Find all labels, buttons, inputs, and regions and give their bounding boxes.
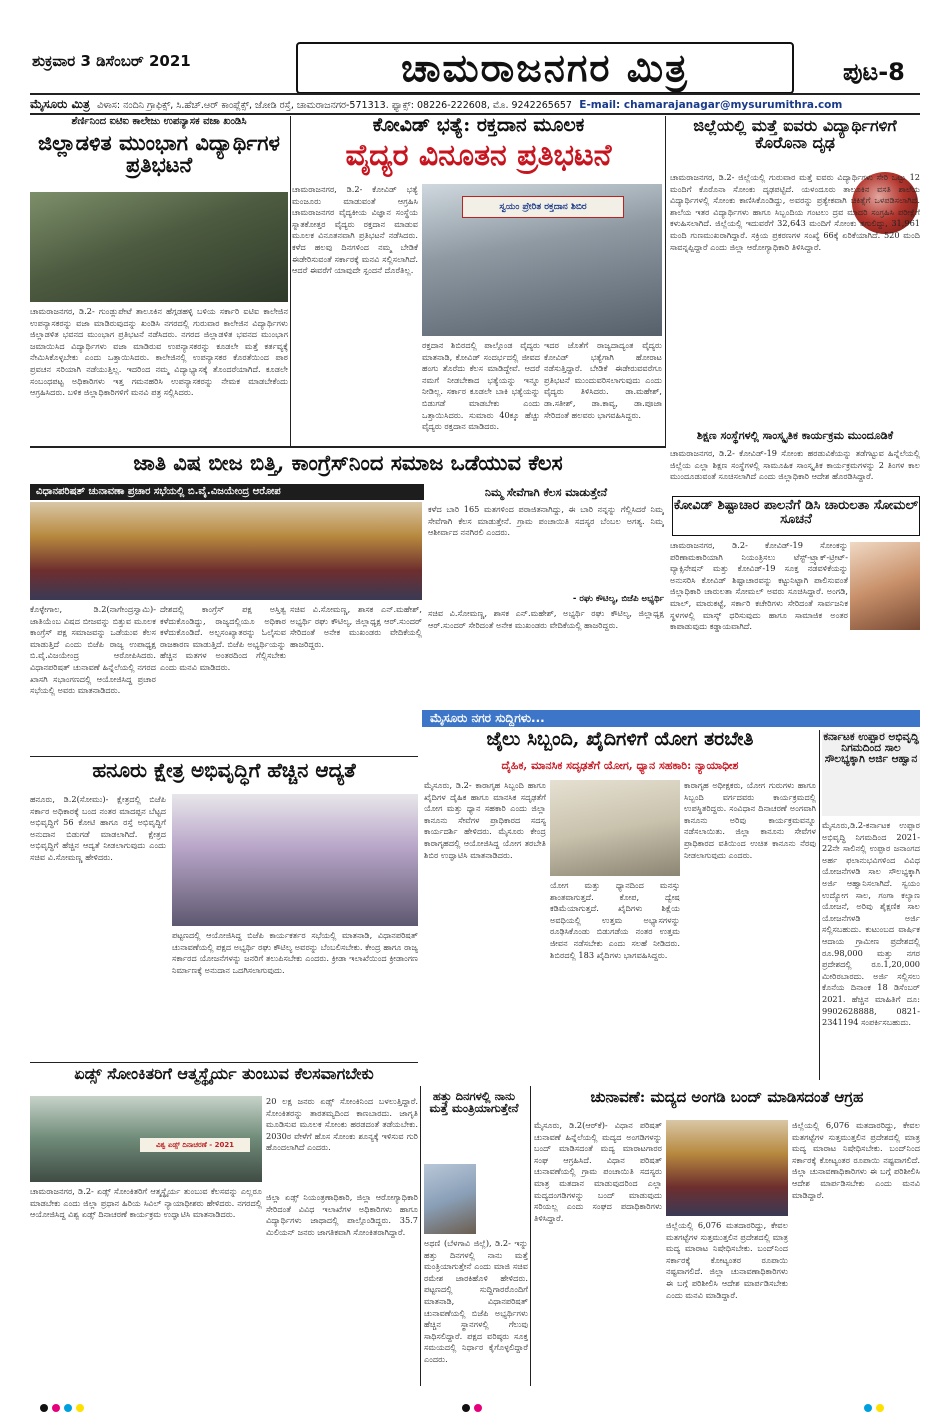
issue-date: ಶುಕ್ರವಾರ 3 ಡಿಸೆಂಬರ್ 2021: [32, 52, 191, 70]
caste-label-band: ವಿಧಾನಪರಿಷತ್ ಚುನಾವಣಾ ಪ್ರಚಾರ ಸಭೆಯಲ್ಲಿ ಬಿ.ವೈ.ವಿಜಯೇಂದ್ರ ಆರೋಪ: [30, 484, 424, 500]
mysuru-news-band: ಮೈಸೂರು ನಗರ ಸುದ್ದಿಗಳು...: [422, 710, 920, 727]
loan-headline: ಕರ್ನಾಟಕ ಉಪ್ಪಾರ ಅಭಿವೃದ್ಧಿ ನಿಗಮದಿಂದ ಸಾಲ ಸೌಲಭ್ಯಕ್ಕಾಗಿ ಅರ್ಜಿ ಆಹ್ವಾನ: [822, 732, 920, 816]
blood-donation-photo: [422, 184, 662, 336]
yoga-body1: ಮೈಸೂರು, ಡಿ.2- ಕಾರಾಗೃಹ ಸಿಬ್ಬಂದಿ ಹಾಗೂ ಖೈದಿಗಳ ದೈಹಿಕ ಹಾಗೂ ಮಾನಸಿಕ ಸದೃಢತೆಗೆ ಯೋಗ ಮತ್ತು ಧ್ಯಾನ ಸಹಕಾರಿ ಎಂದು ಜಿಲ್ಲಾ ಕಾನೂನು ಸೇವೆಗಳ ಪ್ರಾಧಿಕಾರದ ಸದಸ್ಯ ಕಾರ್ಯದರ್ಶಿ ಹೇಳಿದರು. ಮೈಸೂರು ಕೇಂದ್ರ ಕಾರಾಗೃಹದಲ್ಲಿ ಆಯೋಜಿಸಿದ್ದ ಯೋಗ ತರಬೇತಿ ಶಿಬಿರ ಉದ್ಘಾಟಿಸಿ ಮಾತನಾಡಿದರು.: [424, 780, 546, 860]
students-protest-photo: [30, 192, 288, 302]
caste-body-continued: ಸಚಿವ ವಿ.ಸೋಮಣ್ಣ, ಶಾಸಕ ಎನ್.ಮಹೇಶ್, ಅಭ್ಯರ್ಥಿ ರಘು ಕೌಟಿಲ್ಯ, ಜಿಲ್ಲಾಧ್ಯಕ್ಷ ಆರ್.ಸುಂದರ್ ಸೇರಿದಂತೆ ಅನೇಕ ಮುಖಂಡರು ವೇದಿಕೆಯಲ್ಲಿ ಹಾಜರಿದ್ದರು.: [428, 608, 664, 630]
liquor-shop-photo: [666, 1120, 788, 1216]
email-link[interactable]: E-mail: chamarajanagar@mysurumithra.com: [579, 99, 843, 111]
aids-body1: ಚಾಮರಾಜನಗರ, ಡಿ.2- ಏಡ್ಸ್ ಸೋಂಕಿತರಿಗೆ ಆತ್ಮಸ್ಥೈರ್ಯ ತುಂಬುವ ಕೆಲಸವನ್ನು ಎಲ್ಲರೂ ಮಾಡಬೇಕು ಎಂದು ಜಿಲ್ಲಾ ಪ್ರಧಾನ ಹಿರಿಯ ಸಿವಿಲ್ ನ್ಯಾಯಾಧೀಶರು ಹೇಳಿದರು. ನಗರದಲ್ಲಿ ಆಯೋಜಿಸಿದ್ದ ವಿಶ್ವ ಏಡ್ಸ್ ದಿನಾಚರಣೆ ಕಾರ್ಯಕ್ರಮ ಉದ್ಘಾಟಿಸಿ ಮಾತನಾಡಿದರು.: [30, 1186, 262, 1220]
liquor-body-continued: ಜಿಲ್ಲೆಯಲ್ಲಿ 6,076 ಮತದಾರರಿದ್ದು, ಕೇವಲ ಮತಗಟ್ಟೆಗಳ ಸುತ್ತಮುತ್ತಲಿನ ಪ್ರದೇಶದಲ್ಲಿ ಮಾತ್ರ ಮದ್ಯ ಮಾರಾಟ ನಿಷೇಧಿಸಬೇಕು. ಬಂದ್‌ನಿಂದ ಸರ್ಕಾರಕ್ಕೆ ಕೋಟ್ಯಂತರ ರೂಪಾಯಿ ನಷ್ಟವಾಗಲಿದೆ. ಜಿಲ್ಲಾ ಚುನಾವಣಾಧಿಕಾರಿಗಳು ಈ ಬಗ್ಗೆ ಪರಿಶೀಲಿಸಿ ಆದೇಶ ಮಾರ್ಪಡಿಸಬೇಕು ಎಂದು ಮನವಿ ಮಾಡಿದ್ದಾರೆ.: [666, 1220, 788, 1300]
liquor-body2: ಜಿಲ್ಲೆಯಲ್ಲಿ 6,076 ಮತದಾರರಿದ್ದು, ಕೇವಲ ಮತಗಟ್ಟೆಗಳ ಸುತ್ತಮುತ್ತಲಿನ ಪ್ರದೇಶದಲ್ಲಿ ಮಾತ್ರ ಮದ್ಯ ಮಾರಾಟ ನಿಷೇಧಿಸಬೇಕು. ಬಂದ್‌ನಿಂದ ಸರ್ಕಾರಕ್ಕೆ ಕೋಟ್ಯಂತರ ರೂಪಾಯಿ ನಷ್ಟವಾಗಲಿದೆ. ಜಿಲ್ಲಾ ಚುನಾವಣಾಧಿಕಾರಿಗಳು ಈ ಬಗ್ಗೆ ಪರಿಶೀಲಿಸಿ ಆದೇಶ ಮಾರ್ಪಡಿಸಬೇಕು ಎಂದು ಮನವಿ ಮಾಡಿದ್ದಾರೆ.: [792, 1120, 920, 1200]
caste-body1: ಕೊಳ್ಳೇಗಾಲ, ಡಿ.2(ನಾಗೇಂದ್ರಸ್ವಾಮಿ)- ಜಾತಿಯೆಂಬ ವಿಷದ ಬೀಜವನ್ನು ಬಿತ್ತುವ ಮೂಲಕ ಕಾಂಗ್ರೆಸ್ ಪಕ್ಷ ಸಮಾಜವನ್ನು ಒಡೆಯುವ ಕೆಲಸ ಮಾಡುತ್ತಿದೆ ಎಂದು ಬಿಜೆಪಿ ರಾಜ್ಯ ಉಪಾಧ್ಯಕ್ಷ ಬಿ.ವೈ.ವಿಜಯೇಂದ್ರ ಆರೋಪಿಸಿದರು. ವಿಧಾನಪರಿಷತ್ ಚುನಾವಣೆ ಹಿನ್ನೆಲೆಯಲ್ಲಿ ನಗರದ ಖಾಸಗಿ ಸಭಾಂಗಣದಲ್ಲಿ ಆಯೋಜಿಸಿದ್ದ ಪ್ರಚಾರ ಸಭೆಯಲ್ಲಿ ಅವರು ಮಾತನಾಡಿದರು.: [30, 604, 156, 696]
minister-portrait-photo: [424, 1164, 476, 1234]
quote-title: ನಿಮ್ಮ ಸೇವೆಗಾಗಿ ಕೆಲಸ ಮಾಡುತ್ತೇನೆ: [484, 486, 608, 499]
publisher-address: ವಿಳಾಸ: ನಂದಿನಿ ಗ್ರಾಫಿಕ್ಸ್, ಸಿ.ಹೆಚ್.ಆರ್ ಕಾಂಪ್ಲೆಕ್ಸ್, ಜೋಡಿ ರಸ್ತೆ, ಚಾಮರಾಜನಗರ-571313. ಫ್ಯಾಕ್ಸ್: 08226-222608, ಮೊ. 9242265657: [97, 100, 572, 111]
registration-mark: [40, 1404, 48, 1412]
registration-mark: [474, 1404, 482, 1412]
covid-doctors-headline1: ಕೋವಿಡ್ ಭತ್ಯೆ: ರಕ್ತದಾನ ಮೂಲಕ: [372, 116, 585, 136]
publisher-name: ಮೈಸೂರು ಮಿತ್ರ: [30, 97, 90, 111]
yoga-subhead: ದೈಹಿಕ, ಮಾನಸಿಕ ಸದೃಢತೆಗೆ ಯೋಗ, ಧ್ಯಾನ ಸಹಕಾರಿ: ನ್ಯಾಯಾಧೀಶ: [501, 760, 739, 772]
corona-body: ಚಾಮರಾಜನಗರ, ಡಿ.2- ಜಿಲ್ಲೆಯಲ್ಲಿ ಗುರುವಾರ ಮತ್ತೆ ಐವರು ವಿದ್ಯಾರ್ಥಿಗಳು ಸೇರಿ ಒಟ್ಟು 12 ಮಂದಿಗೆ ಕೊರೊನಾ ಸೋಂಕು ದೃಢಪಟ್ಟಿದೆ. ಯಳಂದೂರು ತಾಲೂಕಿನ ವಸತಿ ಶಾಲೆಯ ವಿದ್ಯಾರ್ಥಿಗಳಲ್ಲಿ ಸೋಂಕು ಕಾಣಿಸಿಕೊಂಡಿದ್ದು, ಅವರನ್ನು ಪ್ರತ್ಯೇಕವಾಗಿ ಚಿಕಿತ್ಸೆಗೆ ಒಳಪಡಿಸಲಾಗಿದೆ. ಶಾಲೆಯ ಇತರ ವಿದ್ಯಾರ್ಥಿಗಳು ಹಾಗೂ ಸಿಬ್ಬಂದಿಯ ಗಂಟಲು ದ್ರವ ಮಾದರಿ ಸಂಗ್ರಹಿಸಿ ಪರೀಕ್ಷೆಗೆ ಕಳುಹಿಸಲಾಗಿದೆ. ಜಿಲ್ಲೆಯಲ್ಲಿ ಇದುವರೆಗೆ 32,643 ಮಂದಿಗೆ ಸೋಂಕು ತಗುಲಿದ್ದು, 31,961 ಮಂದಿ ಗುಣಮುಖರಾಗಿದ್ದಾರೆ. ಸಕ್ರಿಯ ಪ್ರಕರಣಗಳ ಸಂಖ್ಯೆ 66ಕ್ಕೆ ಏರಿಕೆಯಾಗಿದೆ. 520 ಮಂದಿ ಸಾವನ್ನಪ್ಪಿದ್ದಾರೆ ಎಂದು ಜಿಲ್ಲಾ ಆರೋಗ್ಯಾಧಿಕಾರಿ ತಿಳಿಸಿದ್ದಾರೆ.: [670, 172, 920, 252]
students-body: ಚಾಮರಾಜನಗರ, ಡಿ.2- ಗುಂಡ್ಲುಪೇಟೆ ತಾಲೂಕಿನ ಹೆಗ್ಗಡಹಳ್ಳಿ ಬಳಿಯ ಸರ್ಕಾರಿ ಐಟಿಐ ಕಾಲೇಜಿನ ಉಪನ್ಯಾಸಕರನ್ನು ವಜಾ ಮಾಡಿರುವುದನ್ನು ಖಂಡಿಸಿ ನಗರದಲ್ಲಿ ಗುರುವಾರ ಕಾಲೇಜಿನ ವಿದ್ಯಾರ್ಥಿಗಳು ಜಿಲ್ಲಾಡಳಿತ ಭವನದ ಮುಂಭಾಗ ಪ್ರತಿಭಟನೆ ನಡೆಸಿದರು. ನಗರದ ಜಿಲ್ಲಾಡಳಿತ ಭವನದ ಮುಂಭಾಗ ಜಮಾಯಿಸಿದ ವಿದ್ಯಾರ್ಥಿಗಳು ವಜಾ ಮಾಡಿರುವ ಉಪನ್ಯಾಸಕರನ್ನು ಕೂಡಲೇ ಮತ್ತೆ ಕರ್ತವ್ಯಕ್ಕೆ ನೇಮಿಸಿಕೊಳ್ಳಬೇಕು ಎಂದು ಒತ್ತಾಯಿಸಿದರು. ಕಾಲೇಜಿನಲ್ಲಿ ಉಪನ್ಯಾಸಕರ ಕೊರತೆಯಿಂದ ಪಾಠ ಪ್ರವಚನ ಸರಿಯಾಗಿ ನಡೆಯುತ್ತಿಲ್ಲ. ಇದರಿಂದ ನಮ್ಮ ವಿದ್ಯಾಭ್ಯಾಸಕ್ಕೆ ತೊಂದರೆಯಾಗಿದೆ. ಕೂಡಲೇ ಸಂಬಂಧಪಟ್ಟ ಅಧಿಕಾರಿಗಳು ಇತ್ತ ಗಮನಹರಿಸಿ ಉಪನ್ಯಾಸಕರನ್ನು ನೇಮಕ ಮಾಡಬೇಕೆಂದು ಆಗ್ರಹಿಸಿದರು. ಬಳಿಕ ಜಿಲ್ಲಾಧಿಕಾರಿಗಳಿಗೆ ಮನವಿ ಪತ್ರ ಸಲ್ಲಿಸಿದರು.: [30, 306, 288, 398]
minister-headline: ಹತ್ತು ದಿನಗಳಲ್ಲಿ ನಾನು ಮತ್ತೆ ಮಂತ್ರಿಯಾಗುತ್ತೇನೆ: [429, 1090, 519, 1116]
students-kicker: ಶೆರ್ಣಿನಿಂದ ಐಟಿಐ ಕಾಲೇಜು ಉಪನ್ಯಾಸಕ ವಜಾ ಖಂಡಿಸಿ: [71, 116, 247, 127]
loan-body: ಮೈಸೂರು,ಡಿ.2-ಕರ್ನಾಟಕ ಉಪ್ಪಾರ ಅಭಿವೃದ್ಧಿ ನಿಗಮದಿಂದ 2021-22ನೇ ಸಾಲಿನಲ್ಲಿ ಉಪ್ಪಾರ ಜನಾಂಗದ ಅರ್ಹ ಫಲಾನುಭವಿಗಳಿಂದ ವಿವಿಧ ಯೋಜನೆಗಳಡಿ ಸಾಲ ಸೌಲಭ್ಯಕ್ಕಾಗಿ ಅರ್ಜಿ ಆಹ್ವಾನಿಸಲಾಗಿದೆ. ಸ್ವಯಂ ಉದ್ಯೋಗ ಸಾಲ, ಗಂಗಾ ಕಲ್ಯಾಣ ಯೋಜನೆ, ಅರಿವು ಶೈಕ್ಷಣಿಕ ಸಾಲ ಯೋಜನೆಗಳಡಿ ಅರ್ಜಿ ಸಲ್ಲಿಸಬಹುದು. ಕುಟುಂಬದ ವಾರ್ಷಿಕ ಆದಾಯ ಗ್ರಾಮೀಣ ಪ್ರದೇಶದಲ್ಲಿ ರೂ.98,000 ಮತ್ತು ನಗರ ಪ್ರದೇಶದಲ್ಲಿ ರೂ.1,20,000 ಮೀರಿರಬಾರದು. ಅರ್ಜಿ ಸಲ್ಲಿಸಲು ಕೊನೆಯ ದಿನಾಂಕ 18 ಡಿಸೆಂಬರ್ 2021. ಹೆಚ್ಚಿನ ಮಾಹಿತಿಗೆ ದೂ: 9902628888, 0821-2341194 ಸಂಪರ್ಕಿಸಬಹುದು.: [822, 820, 920, 1028]
aids-headline: ಏಡ್ಸ್ ಸೋಂಕಿತರಿಗೆ ಆತ್ಮಸ್ಥೈರ್ಯ ತುಂಬುವ ಕೆಲಸವಾಗಬೇಕು: [74, 1066, 374, 1083]
yoga-class-photo: [550, 780, 680, 876]
students-headline: ಜಿಲ್ಲಾಡಳಿತ ಮುಂಭಾಗ ವಿದ್ಯಾರ್ಥಿಗಳ ಪ್ರತಿಭಟನೆ: [38, 132, 280, 178]
page-number: ಪುಟ-8: [843, 58, 905, 86]
covid-doctors-body1: ಚಾಮರಾಜನಗರ, ಡಿ.2- ಕೋವಿಡ್ ಭತ್ಯೆ ಮಂಜೂರು ಮಾಡುವಂತೆ ಆಗ್ರಹಿಸಿ ಚಾಮರಾಜನಗರ ವೈದ್ಯಕೀಯ ವಿಜ್ಞಾನ ಸಂಸ್ಥೆಯ ಸ್ನಾತಕೋತ್ತರ ವೈದ್ಯರು ರಕ್ತದಾನ ಮಾಡುವ ಮೂಲಕ ವಿನೂತನವಾಗಿ ಪ್ರತಿಭಟನೆ ನಡೆಸಿದರು. ಕಳೆದ ಹಲವು ದಿನಗಳಿಂದ ನಮ್ಮ ಬೇಡಿಕೆ ಈಡೇರಿಸುವಂತೆ ಸರ್ಕಾರಕ್ಕೆ ಮನವಿ ಸಲ್ಲಿಸಲಾಗಿದೆ. ಆದರೆ ಈವರೆಗೆ ಯಾವುದೇ ಸ್ಪಂದನೆ ದೊರೆತಿಲ್ಲ.: [292, 184, 418, 276]
yoga-headline: ಜೈಲು ಸಿಬ್ಬಂದಿ, ಖೈದಿಗಳಿಗೆ ಯೋಗ ತರಬೇತಿ: [486, 730, 754, 750]
registration-mark: [462, 1404, 470, 1412]
aids-banner: ವಿಶ್ವ ಏಡ್ಸ್ ದಿನಾಚರಣೆ - 2021: [140, 1138, 250, 1152]
caste-body2: ದೇಶದಲ್ಲಿ ಕಾಂಗ್ರೆಸ್ ಪಕ್ಷ ಅಸ್ತಿತ್ವ ಕಳೆದುಕೊಂಡಿದ್ದು, ರಾಜ್ಯದಲ್ಲಿಯೂ ಅಧಿಕಾರ ಕಳೆದುಕೊಂಡಿದೆ. ಅಲ್ಪಸಂಖ್ಯಾತರನ್ನು ಓಲೈಸುವ ರಾಜಕಾರಣ ಮಾಡುತ್ತಿದೆ. ಬಿಜೆಪಿ ಅಭ್ಯರ್ಥಿಯನ್ನು ಹೆಚ್ಚಿನ ಮತಗಳ ಅಂತರದಿಂದ ಗೆಲ್ಲಿಸಬೇಕು ಎಂದು ಮನವಿ ಮಾಡಿದರು.: [160, 604, 286, 672]
liquor-headline: ಚುನಾವಣೆ: ಮದ್ಯದ ಅಂಗಡಿ ಬಂದ್ ಮಾಡಿಸದಂತೆ ಆಗ್ರಹ: [590, 1090, 864, 1106]
quote-body: ಕಳೆದ ಬಾರಿ 165 ಮತಗಳಿಂದ ಪರಾಜಿತನಾಗಿದ್ದು, ಈ ಬಾರಿ ನನ್ನನ್ನು ಗೆಲ್ಲಿಸಿದರೆ ನಿಮ್ಮ ಸೇವೆಗಾಗಿ ಕೆಲಸ ಮಾಡುತ್ತೇನೆ. ಗ್ರಾಮ ಪಂಚಾಯಿತಿ ಸದಸ್ಯರ ಬೆಂಬಲ ಅಗತ್ಯ. ನಿಮ್ಮ ಆಶೀರ್ವಾದ ನನಗಿರಲಿ ಎಂದರು.: [428, 504, 664, 538]
hanur-headline: ಹನೂರು ಕ್ಷೇತ್ರ ಅಭಿವೃದ್ಧಿಗೆ ಹೆಚ್ಚಿನ ಆದ್ಯತೆ: [92, 760, 356, 782]
blood-donation-banner: ಸ್ವಯಂ ಪ್ರೇರಿತ ರಕ್ತದಾನ ಶಿಬಿರ: [462, 196, 624, 218]
liquor-body1: ಮೈಸೂರು, ಡಿ.2(ಆರ್‌ಕೆ)- ವಿಧಾನ ಪರಿಷತ್ ಚುನಾವಣೆ ಹಿನ್ನೆಲೆಯಲ್ಲಿ ಮದ್ಯದ ಅಂಗಡಿಗಳನ್ನು ಬಂದ್ ಮಾಡಿಸದಂತೆ ಮದ್ಯ ಮಾರಾಟಗಾರರ ಸಂಘ ಆಗ್ರಹಿಸಿದೆ. ವಿಧಾನ ಪರಿಷತ್ ಚುನಾವಣೆಯಲ್ಲಿ ಗ್ರಾಮ ಪಂಚಾಯಿತಿ ಸದಸ್ಯರು ಮಾತ್ರ ಮತದಾನ ಮಾಡುವುದರಿಂದ ಎಲ್ಲಾ ಮದ್ಯದಂಗಡಿಗಳನ್ನು ಬಂದ್ ಮಾಡುವುದು ಸರಿಯಲ್ಲ ಎಂದು ಸಂಘದ ಪದಾಧಿಕಾರಿಗಳು ತಿಳಿಸಿದ್ದಾರೆ.: [534, 1120, 662, 1223]
hanur-body2: ಪಟ್ಟಣದಲ್ಲಿ ಆಯೋಜಿಸಿದ್ದ ಬಿಜೆಪಿ ಕಾರ್ಯಕರ್ತರ ಸಭೆಯಲ್ಲಿ ಮಾತನಾಡಿ, ವಿಧಾನಪರಿಷತ್ ಚುನಾವಣೆಯಲ್ಲಿ ಪಕ್ಷದ ಅಭ್ಯರ್ಥಿ ರಘು ಕೌಟಿಲ್ಯ ಅವರನ್ನು ಬೆಂಬಲಿಸಬೇಕು. ಕೇಂದ್ರ ಹಾಗೂ ರಾಜ್ಯ ಸರ್ಕಾರದ ಯೋಜನೆಗಳನ್ನು ಜನರಿಗೆ ತಲುಪಿಸಬೇಕು ಎಂದರು. ಕ್ರೀಡಾ ಇಲಾಖೆಯಿಂದ ಕ್ರೀಡಾಂಗಣ ನಿರ್ಮಾಣಕ್ಕೆ ಅನುದಾನ ಒದಗಿಸಲಾಗುವುದು.: [172, 930, 418, 975]
caste-headline: ಜಾತಿ ವಿಷ ಬೀಜ ಬಿತ್ತಿ, ಕಾಂಗ್ರೆಸ್‌ನಿಂದ ಸಮಾಜ ಒಡೆಯುವ ಕೆಲಸ: [133, 452, 563, 475]
education-body: ಚಾಮರಾಜನಗರ, ಡಿ.2- ಕೋವಿಡ್-19 ಸೋಂಕು ಹರಡುವಿಕೆಯನ್ನು ತಡೆಗಟ್ಟುವ ಹಿನ್ನೆಲೆಯಲ್ಲಿ ಜಿಲ್ಲೆಯ ಎಲ್ಲಾ ಶಿಕ್ಷಣ ಸಂಸ್ಥೆಗಳಲ್ಲಿ ಸಾಮೂಹಿಕ ಸಾಂಸ್ಕೃತಿಕ ಕಾರ್ಯಕ್ರಮಗಳನ್ನು 2 ತಿಂಗಳ ಕಾಲ ಮುಂದೂಡುವಂತೆ ಸೂಚಿಸಲಾಗಿದೆ ಎಂದು ಜಿಲ್ಲಾಧಿಕಾರಿ ಆದೇಶ ಹೊರಡಿಸಿದ್ದಾರೆ.: [670, 448, 920, 482]
hanur-meeting-photo: [172, 794, 418, 926]
campaign-rally-photo: [30, 502, 422, 600]
minister-body: ಅಥಣಿ (ಬೆಳಗಾವಿ ಜಿಲ್ಲೆ), ಡಿ.2- ಇನ್ನು ಹತ್ತು ದಿನಗಳಲ್ಲಿ ನಾನು ಮತ್ತೆ ಮಂತ್ರಿಯಾಗುತ್ತೇನೆ ಎಂದು ಮಾಜಿ ಸಚಿವ ರಮೇಶ ಜಾರಕಿಹೊಳಿ ಹೇಳಿದರು. ಪಟ್ಟಣದಲ್ಲಿ ಸುದ್ದಿಗಾರರೊಂದಿಗೆ ಮಾತನಾಡಿ, ವಿಧಾನಪರಿಷತ್ ಚುನಾವಣೆಯಲ್ಲಿ ಬಿಜೆಪಿ ಅಭ್ಯರ್ಥಿಗಳು ಹೆಚ್ಚಿನ ಸ್ಥಾನಗಳಲ್ಲಿ ಗೆಲುವು ಸಾಧಿಸಲಿದ್ದಾರೆ. ಪಕ್ಷದ ವರಿಷ್ಠರು ಸೂಕ್ತ ಸಮಯದಲ್ಲಿ ನಿರ್ಧಾರ ಕೈಗೊಳ್ಳಲಿದ್ದಾರೆ ಎಂದರು.: [424, 1238, 528, 1364]
covid-doctors-headline2: ವೈದ್ಯರ ವಿನೂತನ ಪ್ರತಿಭಟನೆ: [345, 140, 612, 173]
aids-rally-photo: [30, 1096, 262, 1182]
registration-mark: [876, 1404, 884, 1412]
corona-headline: ಜಿಲ್ಲೆಯಲ್ಲಿ ಮತ್ತೆ ಐವರು ವಿದ್ಯಾರ್ಥಿಗಳಿಗೆ ಕೊರೊನಾ ದೃಢ: [693, 118, 897, 152]
dc-portrait-photo: [850, 542, 920, 630]
publisher-info-bar: [30, 97, 920, 113]
education-headline: ಶಿಕ್ಷಣ ಸಂಸ್ಥೆಗಳಲ್ಲಿ ಸಾಂಸ್ಕೃತಿಕ ಕಾರ್ಯಕ್ರಮ ಮುಂದೂಡಿಕೆ: [696, 430, 894, 442]
masthead: ಚಾಮರಾಜನಗರ ಮಿತ್ರ: [296, 42, 794, 94]
registration-mark: [52, 1404, 60, 1412]
covid-dc-body: ಚಾಮರಾಜನಗರ, ಡಿ.2- ಕೋವಿಡ್-19 ಸೋಂಕನ್ನು ಪರಿಣಾಮಕಾರಿಯಾಗಿ ನಿಯಂತ್ರಿಸಲು ಟೆಸ್ಟ್-ಟ್ರ್ಯಾಕ್-ಟ್ರೀಟ್-ವ್ಯಾಕ್ಸಿನೇಷನ್ ಮತ್ತು ಕೋವಿಡ್-19 ಸೂಕ್ತ ನಡವಳಿಕೆಯನ್ನು ಅನುಸರಿಸಿ ಕೋವಿಡ್ ಶಿಷ್ಟಾಚಾರವನ್ನು ಕಟ್ಟುನಿಟ್ಟಾಗಿ ಪಾಲಿಸುವಂತೆ ಜಿಲ್ಲಾಧಿಕಾರಿ ಚಾರುಲತಾ ಸೋಮಲ್ ಅವರು ಸೂಚಿಸಿದ್ದಾರೆ. ಅಂಗಡಿ, ಮಾಲ್, ಮಾರುಕಟ್ಟೆ, ಸರ್ಕಾರಿ ಕಚೇರಿಗಳು ಸೇರಿದಂತೆ ಸಾರ್ವಜನಿಕ ಸ್ಥಳಗಳಲ್ಲಿ ಮಾಸ್ಕ್ ಧರಿಸುವುದು ಹಾಗೂ ಸಾಮಾಜಿಕ ಅಂತರ ಕಾಪಾಡುವುದು ಕಡ್ಡಾಯವಾಗಿದೆ.: [670, 540, 848, 632]
aids-body3: ಜಿಲ್ಲಾ ಏಡ್ಸ್ ನಿಯಂತ್ರಣಾಧಿಕಾರಿ, ಜಿಲ್ಲಾ ಆರೋಗ್ಯಾಧಿಕಾರಿ ಸೇರಿದಂತೆ ವಿವಿಧ ಇಲಾಖೆಗಳ ಅಧಿಕಾರಿಗಳು ಹಾಗೂ ವಿದ್ಯಾರ್ಥಿಗಳು ಜಾಥಾದಲ್ಲಿ ಪಾಲ್ಗೊಂಡಿದ್ದರು. 35.7 ಮಿಲಿಯನ್ ಜನರು ಜಾಗತಿಕವಾಗಿ ಸೋಂಕಿತರಾಗಿದ್ದಾರೆ.: [266, 1192, 418, 1237]
yoga-body2: ಯೋಗ ಮತ್ತು ಧ್ಯಾನದಿಂದ ಮನಸ್ಸು ಶಾಂತವಾಗುತ್ತದೆ. ಕೋಪ, ದ್ವೇಷ ಕಡಿಮೆಯಾಗುತ್ತದೆ. ಖೈದಿಗಳು ಶಿಕ್ಷೆಯ ಅವಧಿಯಲ್ಲಿ ಉತ್ತಮ ಅಭ್ಯಾಸಗಳನ್ನು ರೂಢಿಸಿಕೊಂಡು ಬಿಡುಗಡೆಯ ನಂತರ ಉತ್ತಮ ಜೀವನ ನಡೆಸಬೇಕು ಎಂದು ಸಲಹೆ ನೀಡಿದರು. ಶಿಬಿರದಲ್ಲಿ 183 ಖೈದಿಗಳು ಭಾಗವಹಿಸಿದ್ದರು.: [550, 880, 680, 960]
hanur-body1: ಹನೂರು, ಡಿ.2(ಸೋಮು)- ಕ್ಷೇತ್ರದಲ್ಲಿ ಬಿಜೆಪಿ ಸರ್ಕಾರ ಅಧಿಕಾರಕ್ಕೆ ಬಂದ ನಂತರ ಮಾದಪ್ಪನ ಬೆಟ್ಟದ ಅಭಿವೃದ್ಧಿಗೆ 56 ಕೋಟಿ ಹಾಗೂ ರಸ್ತೆ ಅಭಿವೃದ್ಧಿಗೆ ಅನುದಾನ ಬಿಡುಗಡೆ ಮಾಡಲಾಗಿದೆ. ಕ್ಷೇತ್ರದ ಅಭಿವೃದ್ಧಿಗೆ ಹೆಚ್ಚಿನ ಆದ್ಯತೆ ನೀಡಲಾಗುವುದು ಎಂದು ಸಚಿವ ವಿ.ಸೋಮಣ್ಣ ಹೇಳಿದರು.: [30, 794, 166, 862]
yoga-body3: ಕಾರಾಗೃಹ ಅಧೀಕ್ಷಕರು, ಯೋಗ ಗುರುಗಳು ಹಾಗೂ ಸಿಬ್ಬಂದಿ ವರ್ಗದವರು ಕಾರ್ಯಕ್ರಮದಲ್ಲಿ ಉಪಸ್ಥಿತರಿದ್ದರು. ಸಂವಿಧಾನ ದಿನಾಚರಣೆ ಅಂಗವಾಗಿ ಕಾನೂನು ಅರಿವು ಕಾರ್ಯಕ್ರಮವನ್ನೂ ನಡೆಸಲಾಯಿತು. ಜಿಲ್ಲಾ ಕಾನೂನು ಸೇವೆಗಳ ಪ್ರಾಧಿಕಾರದ ವತಿಯಿಂದ ಉಚಿತ ಕಾನೂನು ನೆರವು ನೀಡಲಾಗುವುದು ಎಂದರು.: [684, 780, 816, 860]
quote-signature: - ರಘು ಕೌಟಿಲ್ಯ, ಬಿಜೆಪಿ ಅಭ್ಯರ್ಥಿ: [572, 594, 664, 604]
covid-doctors-body2: ರಕ್ತದಾನ ಶಿಬಿರದಲ್ಲಿ ಪಾಲ್ಗೊಂಡ ವೈದ್ಯರು ಮಾತನಾಡಿ, ಕೋವಿಡ್ ಸಂದರ್ಭದಲ್ಲಿ ಜೀವದ ಹಂಗು ತೊರೆದು ಕೆಲಸ ಮಾಡಿದ್ದೇವೆ. ಆದರೆ ನಮಗೆ ನೀಡಬೇಕಾದ ಭತ್ಯೆಯನ್ನು ಇನ್ನೂ ನೀಡಿಲ್ಲ. ಸರ್ಕಾರ ಕೂಡಲೇ ಬಾಕಿ ಭತ್ಯೆಯನ್ನು ಬಿಡುಗಡೆ ಮಾಡಬೇಕು ಎಂದು ಒತ್ತಾಯಿಸಿದರು. ಸುಮಾರು 40ಕ್ಕೂ ಹೆಚ್ಚು ವೈದ್ಯರು ರಕ್ತದಾನ ಮಾಡಿದರು.: [422, 340, 540, 432]
covid-doctors-body3: ಇದರ ಜೊತೆಗೆ ರಾಜ್ಯದಾದ್ಯಂತ ವೈದ್ಯರು ಕೋವಿಡ್ ಭತ್ಯೆಗಾಗಿ ಹೋರಾಟ ನಡೆಸುತ್ತಿದ್ದಾರೆ. ಬೇಡಿಕೆ ಈಡೇರುವವರೆಗೂ ಪ್ರತಿಭಟನೆ ಮುಂದುವರಿಸಲಾಗುವುದು ಎಂದು ವೈದ್ಯರು ತಿಳಿಸಿದರು. ಡಾ.ಮಹೇಶ್, ಡಾ.ಸತೀಶ್, ಡಾ.ಕಾವ್ಯ, ಡಾ.ಪೂಜಾ ಸೇರಿದಂತೆ ಹಲವರು ಭಾಗವಹಿಸಿದ್ದರು.: [544, 340, 662, 420]
covid-dc-headline: ಕೋವಿಡ್ ಶಿಷ್ಟಾಚಾರ ಪಾಲನೆಗೆ ಡಿಸಿ ಚಾರುಲತಾ ಸೋಮಲ್ ಸೂಚನೆ: [672, 496, 920, 536]
caste-body3: ಸಚಿವ ವಿ.ಸೋಮಣ್ಣ, ಶಾಸಕ ಎನ್.ಮಹೇಶ್, ಅಭ್ಯರ್ಥಿ ರಘು ಕೌಟಿಲ್ಯ, ಜಿಲ್ಲಾಧ್ಯಕ್ಷ ಆರ್.ಸುಂದರ್ ಸೇರಿದಂತೆ ಅನೇಕ ಮುಖಂಡರು ವೇದಿಕೆಯಲ್ಲಿ ಹಾಜರಿದ್ದರು.: [290, 604, 422, 649]
aids-body2: 20 ಲಕ್ಷ ಜನರು ಏಡ್ಸ್ ಸೋಂಕಿನಿಂದ ಬಳಲುತ್ತಿದ್ದಾರೆ. ಸೋಂಕಿತರನ್ನು ತಾರತಮ್ಯದಿಂದ ಕಾಣಬಾರದು. ಜಾಗೃತಿ ಮೂಡಿಸುವ ಮೂಲಕ ಸೋಂಕು ಹರಡದಂತೆ ತಡೆಯಬೇಕು. 2030ರ ವೇಳೆಗೆ ಹೊಸ ಸೋಂಕು ಶೂನ್ಯಕ್ಕೆ ಇಳಿಸುವ ಗುರಿ ಹೊಂದಲಾಗಿದೆ ಎಂದರು.: [266, 1096, 418, 1153]
registration-mark: [76, 1404, 84, 1412]
registration-mark: [864, 1404, 872, 1412]
registration-mark: [64, 1404, 72, 1412]
